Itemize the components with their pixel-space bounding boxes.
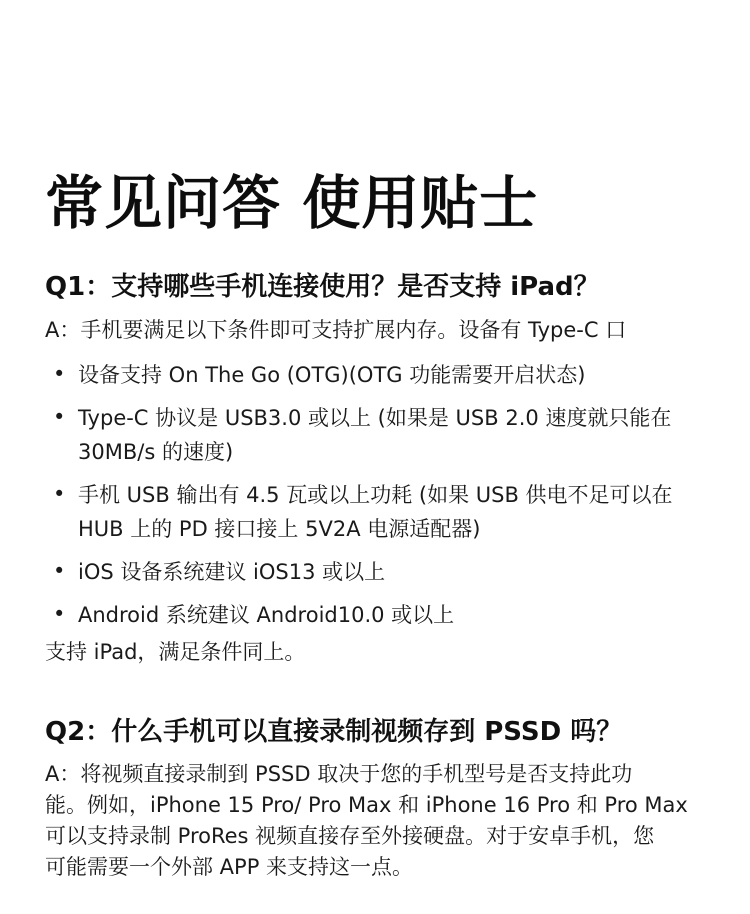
question-2-answer: A：将视频直接录制到 PSSD 取决于您的手机型号是否支持此功 能。例如，iPhone 15 Pro/ Pro Max 和 iPhone 16 Pro 和 Pro Max 可以支持录制 ProRes 视频直接存至外接硬盘。对于安卓手机，您 可能需要一个外部 APP 来支持这一点。 [45,762,688,879]
q1-bullet-text: 手机 USB 输出有 4.5 瓦或以上功耗 (如果 USB 供电不足可以在 HUB 上的 PD 接口接上 5V2A 电源适配器) [78,483,673,541]
question-1-conclusion: 支持 iPad，满足条件同上。 [45,640,306,664]
question-1-intro: A：手机要满足以下条件即可支持扩展内存。设备有 Type-C 口 [45,318,627,342]
bullet-dot-icon: • [53,362,66,386]
bullet-dot-icon: • [53,405,66,429]
question-2-title: Q2：什么手机可以直接录制视频存到 PSSD 吗？ [45,717,623,747]
q1-bullet-text: Type-C 协议是 USB3.0 或以上 (如果是 USB 2.0 速度就只能在 30MB/s 的速度) [78,406,672,464]
q1-bullet-text: iOS 设备系统建议 iOS13 或以上 [78,560,386,584]
q1-bullet-text: Android 系统建议 Android10.0 或以上 [78,603,455,627]
bullet-dot-icon: • [53,482,66,506]
question-1-title: Q1：支持哪些手机连接使用？是否支持 iPad？ [45,272,600,302]
bullet-dot-icon: • [53,559,66,583]
bullet-dot-icon: • [53,602,66,626]
q1-bullet-text: 设备支持 On The Go (OTG)(OTG 功能需要开启状态) [78,363,586,387]
page-title: 常见问答 使用贴士 [45,169,539,237]
